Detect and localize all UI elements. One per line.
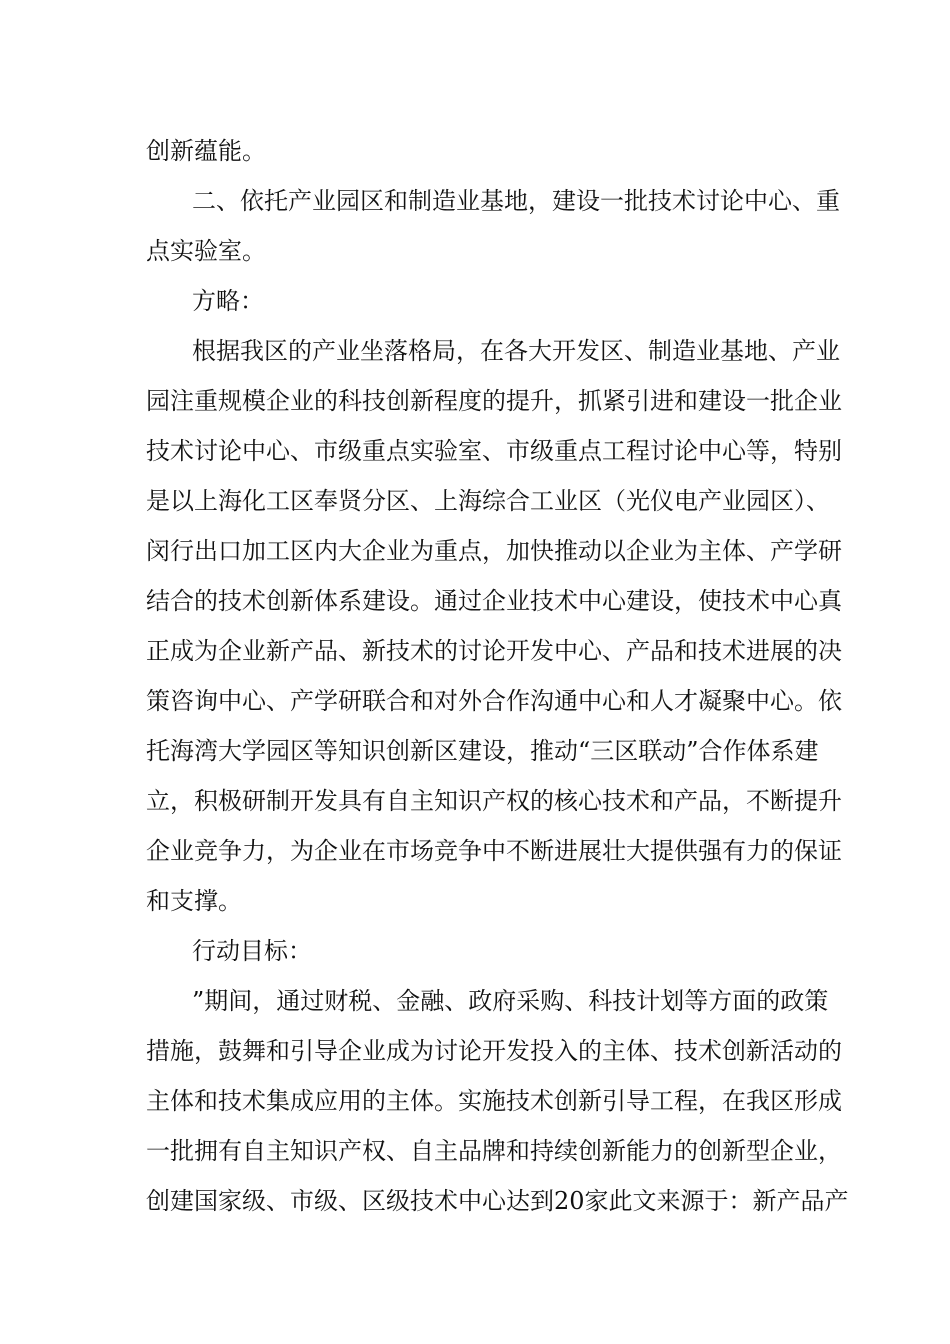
paragraph-line-9: 托海湾大学园区等知识创新区建设，推动“三区联动”合作体系建: [146, 737, 819, 765]
paragraph-line-8: 策咨询中心、产学研联合和对外合作沟通中心和人才凝聚中心。依: [146, 687, 842, 715]
strategy-label: 方略：: [192, 287, 264, 315]
text-line-1: 创新蕴能。: [146, 137, 266, 165]
paragraph-line-11: 企业竞争力，为企业在市场竞争中不断进展壮大提供强有力的保证: [146, 837, 842, 865]
paragraph-line-10: 立，积极研制开发具有自主知识产权的核心技术和产品，不断提升: [146, 787, 842, 815]
goals-line-1: ”期间，通过财税、金融、政府采购、科技计划等方面的政策: [192, 987, 829, 1015]
paragraph-line-2: 园注重规模企业的科技创新程度的提升，抓紧引进和建设一批企业: [146, 387, 842, 415]
action-goals-label: 行动目标：: [192, 937, 312, 965]
goals-line-3: 主体和技术集成应用的主体。实施技术创新引导工程，在我区形成: [146, 1087, 842, 1115]
paragraph-line-5: 闵行出口加工区内大企业为重点，加快推动以企业为主体、产学研: [146, 537, 842, 565]
section-heading-line-1: 二、依托产业园区和制造业基地，建设一批技术讨论中心、重: [192, 187, 840, 215]
goals-line-4: 一批拥有自主知识产权、自主品牌和持续创新能力的创新型企业，: [146, 1137, 842, 1165]
paragraph-line-4: 是以上海化工区奉贤分区、上海综合工业区（光仪电产业园区）、: [146, 487, 830, 515]
goals-line-2: 措施，鼓舞和引导企业成为讨论开发投入的主体、技术创新活动的: [146, 1037, 842, 1065]
paragraph-line-7: 正成为企业新产品、新技术的讨论开发中心、产品和技术进展的决: [146, 637, 842, 665]
goals-line-5: 创建国家级、市级、区级技术中心达到20家此文来源于：新产品产: [146, 1187, 849, 1215]
section-heading-line-2: 点实验室。: [146, 237, 266, 265]
paragraph-line-1: 根据我区的产业坐落格局，在各大开发区、制造业基地、产业: [192, 337, 840, 365]
paragraph-line-3: 技术讨论中心、市级重点实验室、市级重点工程讨论中心等，特别: [146, 437, 842, 465]
paragraph-line-6: 结合的技术创新体系建设。通过企业技术中心建设，使技术中心真: [146, 587, 842, 615]
paragraph-line-12: 和支撑。: [146, 887, 242, 915]
